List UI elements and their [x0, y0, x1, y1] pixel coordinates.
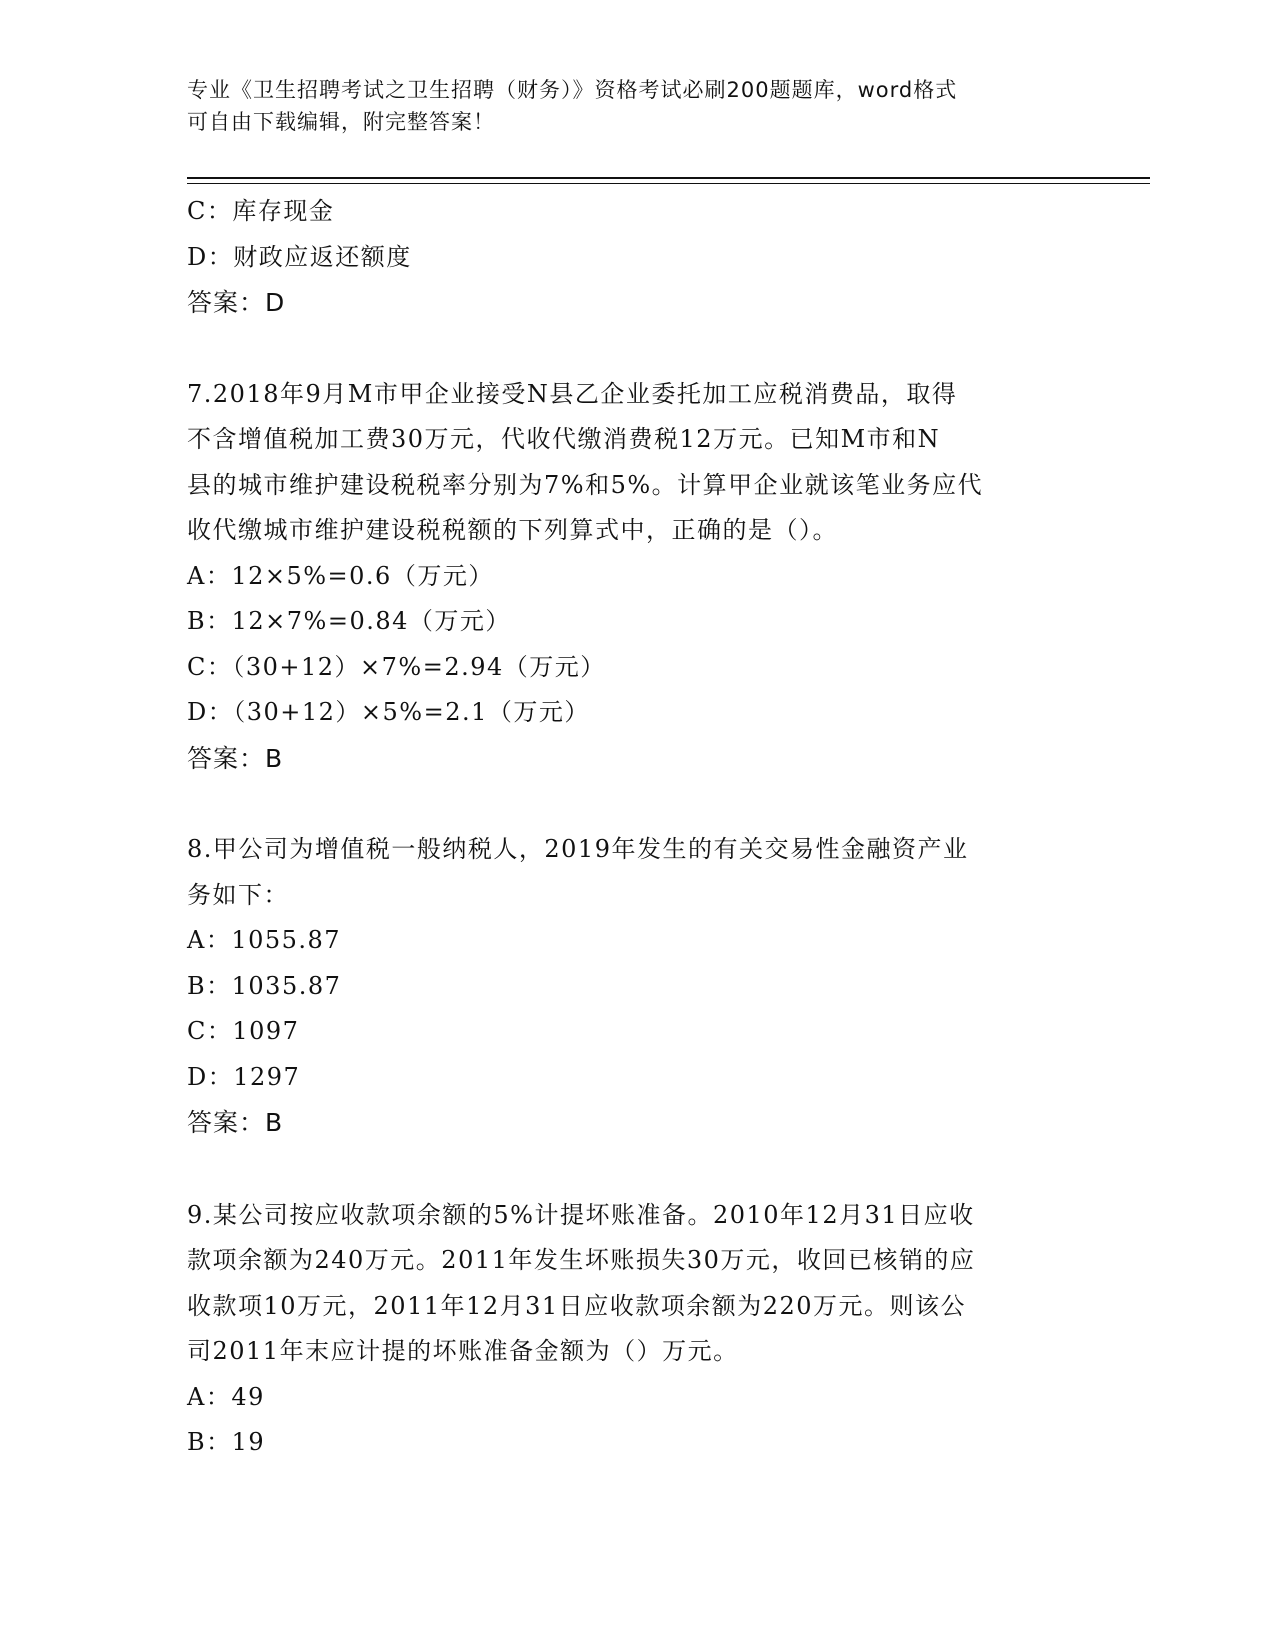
- header-divider-thin: [187, 183, 1150, 184]
- document-header: [187, 74, 1067, 138]
- option-b: B：1035.87: [187, 971, 342, 1000]
- question-content: [187, 189, 1087, 1466]
- question-stem-line: 收代缴城市维护建设税税额的下列算式中，正确的是（）。: [187, 516, 838, 544]
- header-divider-thick: [187, 177, 1150, 179]
- answer-line: 答案：D: [187, 288, 286, 317]
- option-d: D：1297: [187, 1062, 301, 1091]
- question-stem-line: 款项余额为240万元。2011年发生坏账损失30万元，收回已核销的应: [187, 1246, 976, 1274]
- option-a: A：12×5%=0.6（万元）: [187, 561, 494, 590]
- spacer: [187, 781, 1087, 827]
- option-d: D：财政应返还额度: [187, 242, 412, 271]
- option-c: C：1097: [187, 1017, 300, 1045]
- question-stem-line: 务如下：: [187, 880, 289, 909]
- option-b: B：19: [187, 1428, 266, 1456]
- option-a: A：1055.87: [187, 926, 342, 954]
- question-stem-line: 8.甲公司为增值税一般纳税人，2019年发生的有关交易性金融资产业: [187, 835, 969, 863]
- question-stem-line: 收款项10万元，2011年12月31日应收款项余额为220万元。则该公: [187, 1291, 967, 1320]
- option-d: D：（30+12）×5%=2.1（万元）: [187, 698, 590, 726]
- question-7: [187, 372, 1087, 782]
- previous-question: [187, 189, 1087, 326]
- option-b: B：12×7%=0.84（万元）: [187, 607, 511, 635]
- spacer: [187, 1146, 1087, 1193]
- spacer: [187, 326, 1087, 372]
- option-c: C：（30+12）×7%=2.94（万元）: [187, 652, 606, 681]
- answer-line: 答案：B: [187, 1108, 284, 1137]
- option-a: A：49: [187, 1382, 265, 1411]
- question-stem-line: 9.某公司按应收款项余额的5%计提坏账准备。2010年12月31日应收: [187, 1200, 975, 1229]
- question-stem-line: 县的城市维护建设税税率分别为7%和5%。计算甲企业就该笔业务应代: [187, 470, 984, 499]
- answer-line: 答案：B: [187, 743, 284, 773]
- question-stem-line: 7.2018年9月M市甲企业接受N县乙企业委托加工应税消费品，取得: [187, 379, 958, 408]
- question-stem-line: 司2011年末应计提的坏账准备金额为（）万元。: [187, 1337, 739, 1365]
- question-8: [187, 827, 1087, 1146]
- question-stem-line: 不含增值税加工费30万元，代收代缴消费税12万元。已知M市和N: [187, 425, 941, 453]
- question-9: [187, 1193, 1087, 1466]
- header-title-line-2: 可自由下载编辑，附完整答案！: [187, 110, 495, 134]
- header-title-line-1: 专业《卫生招聘考试之卫生招聘（财务）》资格考试必刷200题题库，word格式: [187, 78, 958, 102]
- option-c: C：库存现金: [187, 197, 335, 225]
